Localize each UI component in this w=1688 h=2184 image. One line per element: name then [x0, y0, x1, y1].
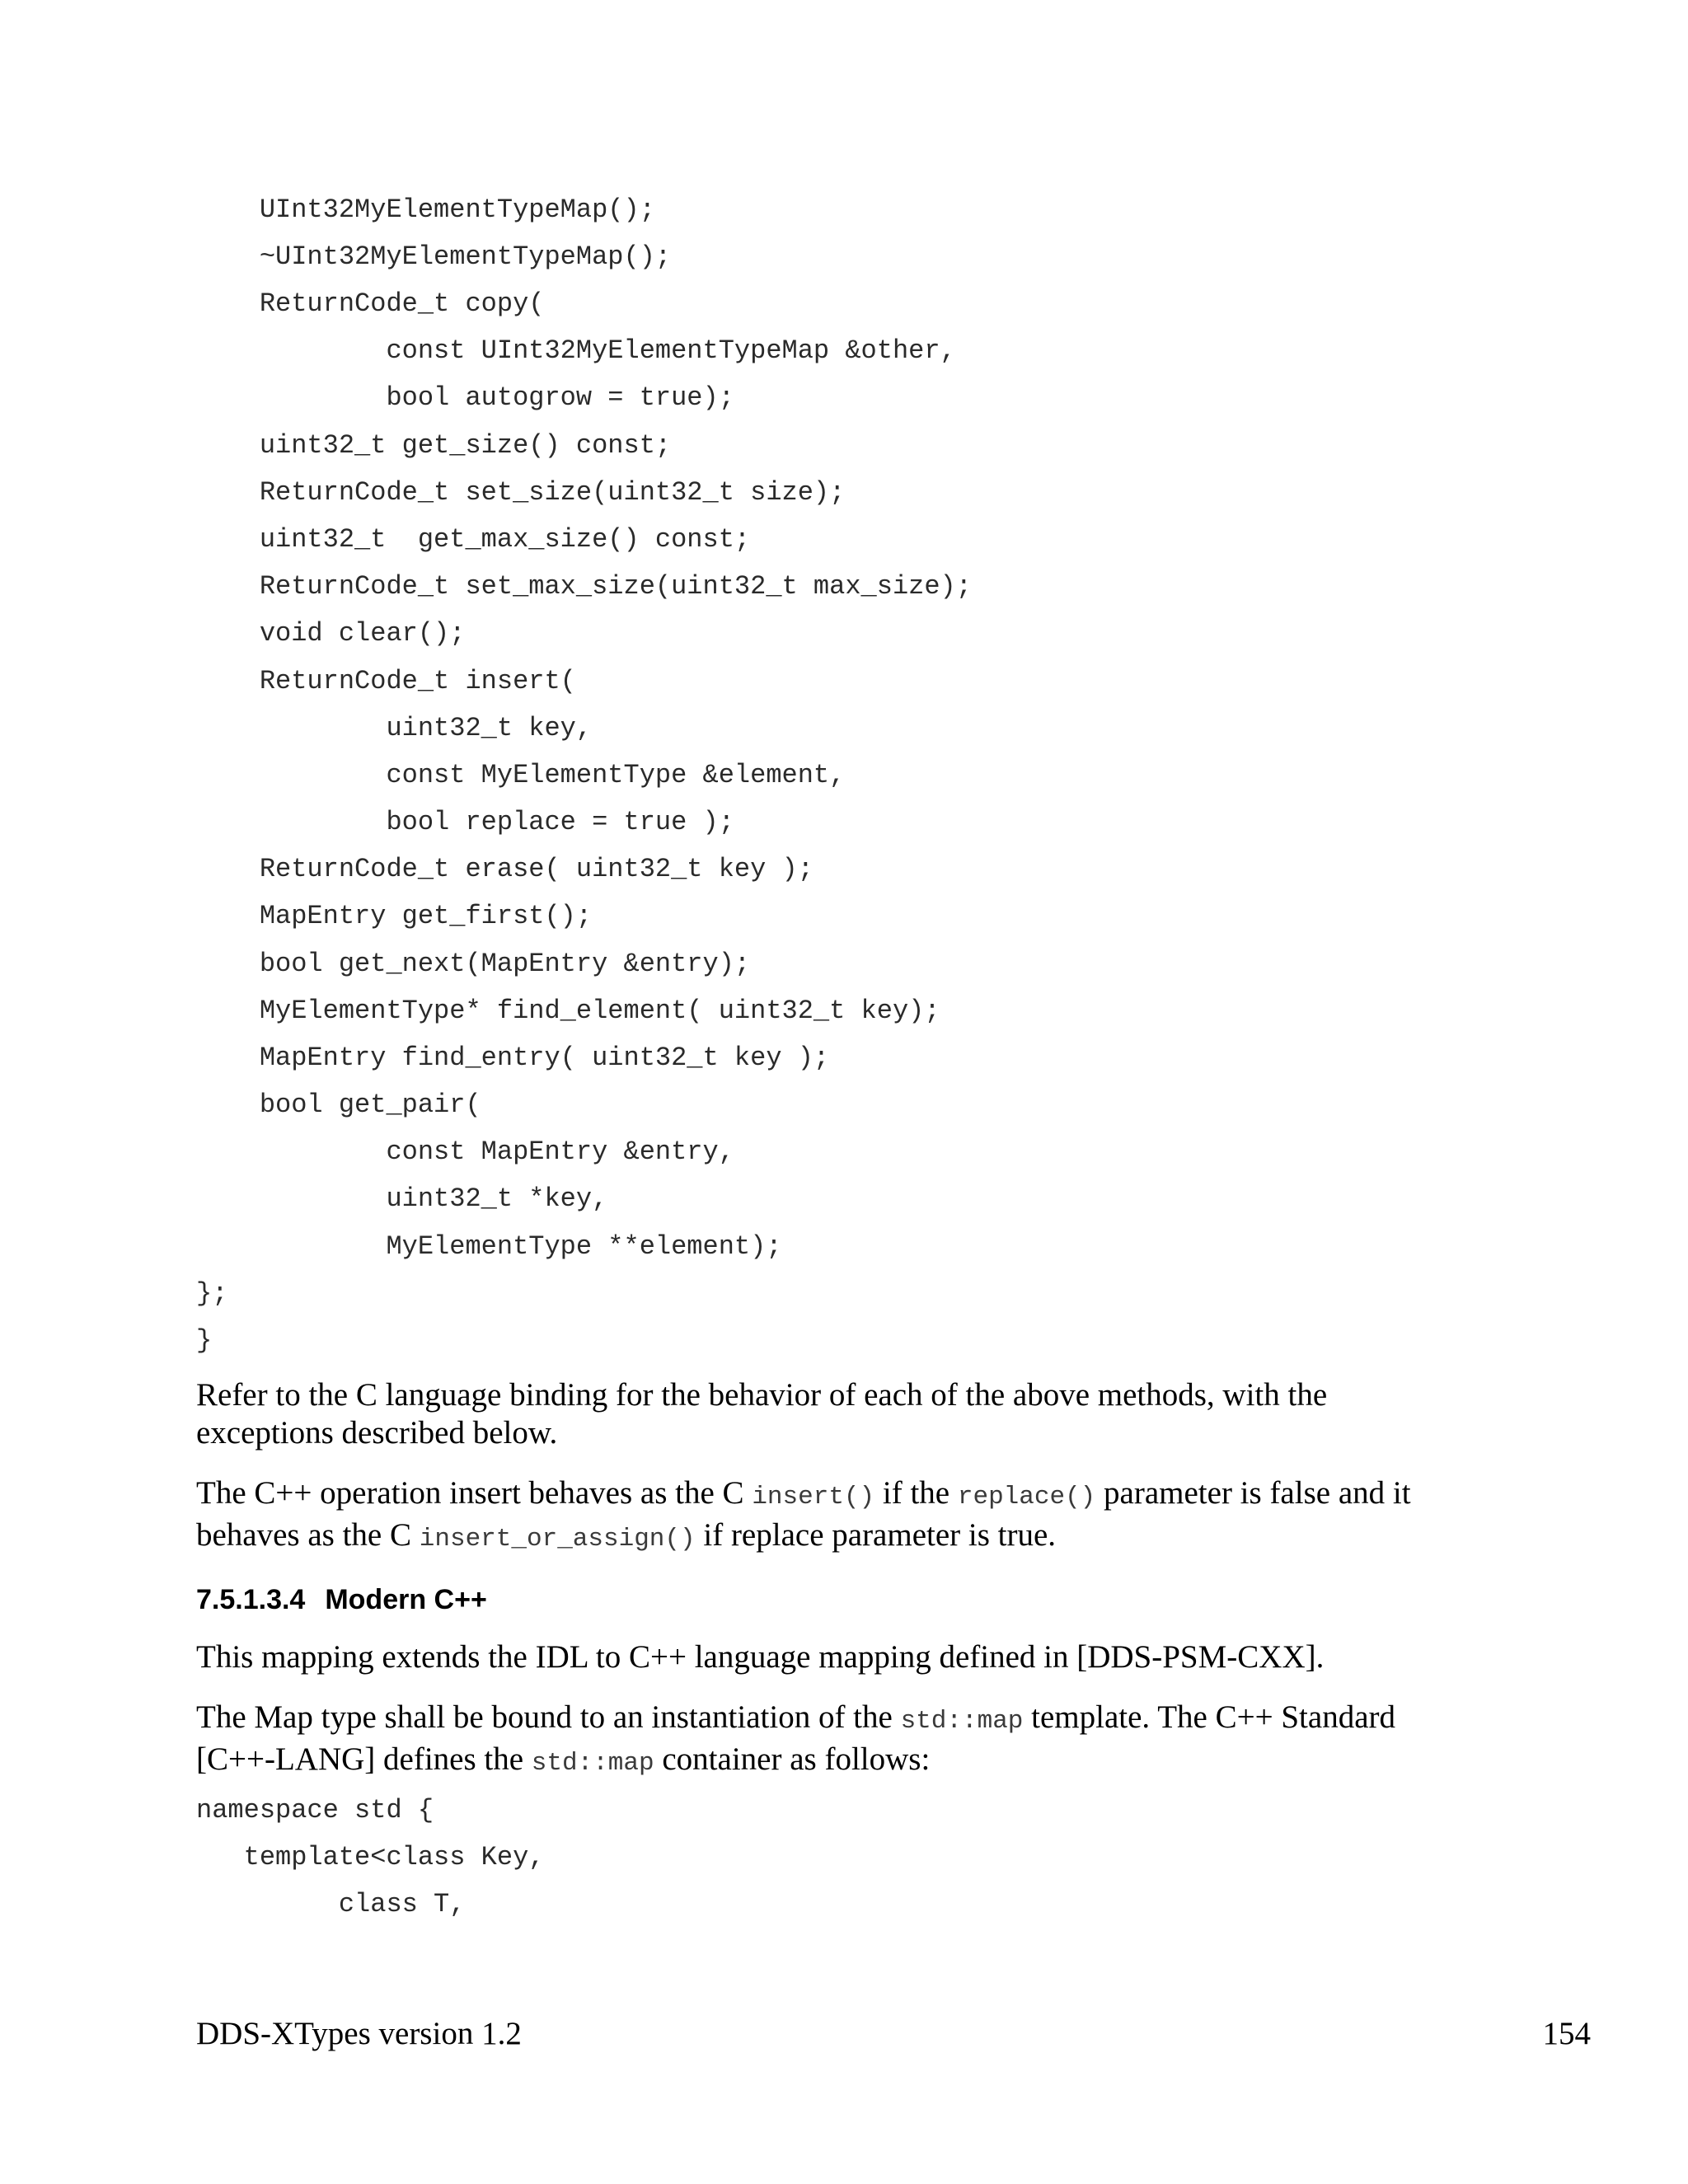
paragraph-line: exceptions described below. [196, 1415, 558, 1451]
code-line: namespace std { [196, 1795, 434, 1825]
paragraph-line: Refer to the C language binding for the behavior of each of the above methods, with the [196, 1377, 1328, 1413]
code-line: template<class Key, [196, 1842, 545, 1872]
section-heading [196, 1584, 487, 1616]
code-line: ReturnCode_t insert( [196, 666, 576, 696]
text-run: template. The C++ Standard [1023, 1699, 1395, 1735]
text-run: behaves as the C [196, 1517, 420, 1553]
code-line: ReturnCode_t set_max_size(uint32_t max_size); [196, 571, 972, 602]
code-line: }; [196, 1278, 228, 1309]
paragraph-line [196, 1474, 1411, 1516]
inline-code: insert() [752, 1483, 875, 1511]
paragraph-line [196, 1699, 1395, 1741]
text-run: [C++-LANG] defines the [196, 1741, 532, 1777]
text-run: container as follows: [654, 1741, 931, 1777]
code-line: MapEntry find_entry( uint32_t key ); [196, 1043, 830, 1073]
section-title: Modern C++ [325, 1584, 487, 1615]
inline-code: replace() [957, 1483, 1096, 1511]
section-number: 7.5.1.3.4 [196, 1584, 306, 1615]
code-line: uint32_t get_max_size() const; [196, 524, 751, 555]
code-line: void clear(); [196, 618, 466, 649]
code-line: ReturnCode_t copy( [196, 288, 545, 319]
paragraph-mapping: This mapping extends the IDL to C++ language mapping defined in [DDS-PSM-CXX]. [196, 1639, 1325, 1675]
code-line: MyElementType* find_element( uint32_t key); [196, 996, 940, 1026]
text-run: The C++ operation insert behaves as the C [196, 1475, 753, 1511]
code-line: uint32_t *key, [196, 1183, 608, 1214]
code-line: bool get_pair( [196, 1090, 481, 1120]
code-line: MyElementType **element); [196, 1231, 782, 1262]
text-run: parameter is false and it [1095, 1475, 1411, 1511]
code-line: class T, [196, 1889, 466, 1919]
code-line: bool autogrow = true); [196, 382, 734, 413]
inline-code: std::map [531, 1749, 654, 1778]
code-line: const MyElementType &element, [196, 760, 846, 790]
text-run: The Map type shall be bound to an instantiation of the [196, 1699, 901, 1735]
code-line: ReturnCode_t erase( uint32_t key ); [196, 854, 814, 884]
code-line: UInt32MyElementTypeMap(); [196, 194, 655, 225]
paragraph-line [196, 1741, 1395, 1783]
code-line: ~UInt32MyElementTypeMap(); [196, 241, 672, 272]
paragraph-insert-behavior [196, 1474, 1411, 1558]
paragraph-line [196, 1516, 1411, 1558]
text-run: if replace parameter is true. [695, 1517, 1057, 1553]
code-line: MapEntry get_first(); [196, 901, 593, 931]
footer-page-number: 154 [1542, 2016, 1591, 2051]
inline-code: insert_or_assign() [419, 1525, 696, 1554]
code-line: bool get_next(MapEntry &entry); [196, 949, 751, 979]
code-line: uint32_t get_size() const; [196, 430, 672, 461]
code-line: ReturnCode_t set_size(uint32_t size); [196, 477, 846, 508]
paragraph-map-type [196, 1699, 1395, 1783]
footer-doc-title: DDS-XTypes version 1.2 [196, 2016, 522, 2051]
paragraph-refer [196, 1376, 1327, 1452]
inline-code: std::map [900, 1707, 1024, 1736]
code-line: const UInt32MyElementTypeMap &other, [196, 335, 956, 366]
code-line: const MapEntry &entry, [196, 1137, 734, 1167]
code-line: uint32_t key, [196, 713, 593, 743]
text-run: if the [874, 1475, 958, 1511]
code-line: } [196, 1325, 213, 1356]
code-line: bool replace = true ); [196, 807, 734, 837]
